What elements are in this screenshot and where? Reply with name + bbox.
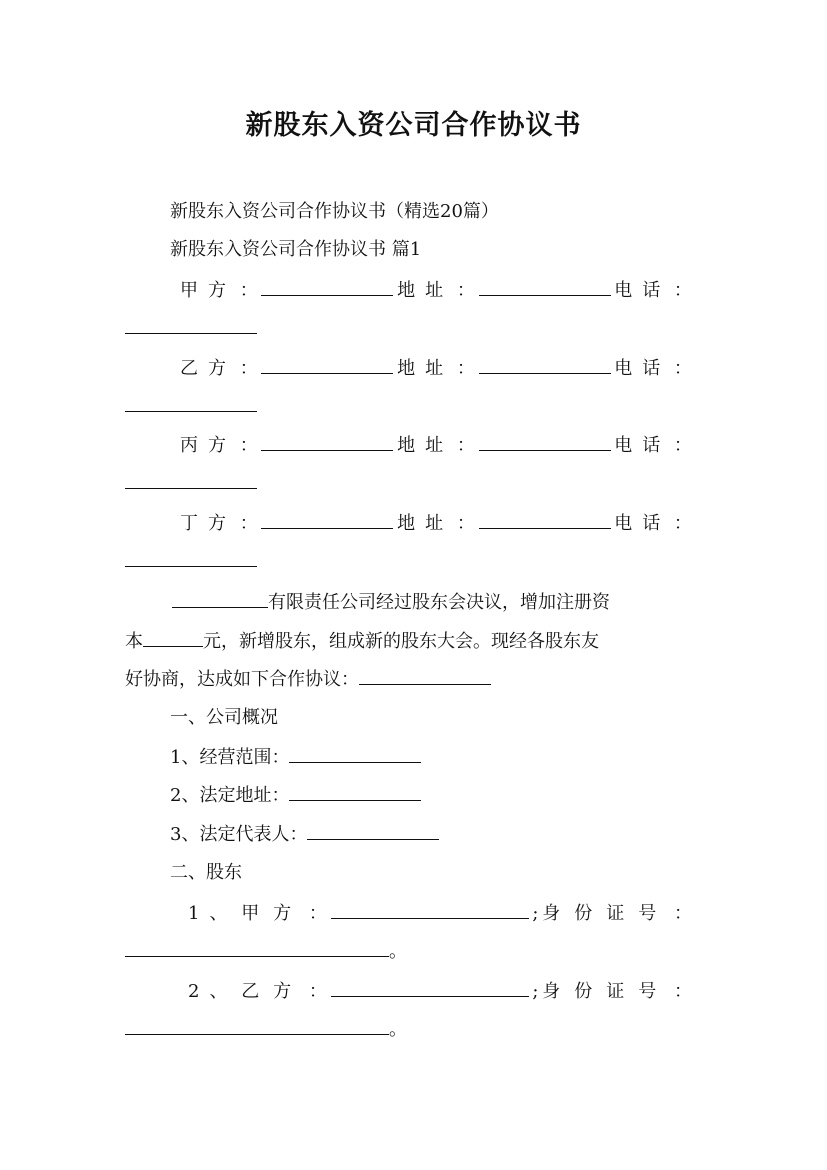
phone-blank[interactable] (125, 548, 257, 567)
colon: ： (239, 513, 258, 534)
phone-blank[interactable] (125, 393, 257, 412)
intro-line-1 (172, 589, 610, 616)
phone-blank-row (125, 470, 257, 497)
intro-line-2 (125, 628, 599, 655)
party-a-label: 甲方 (180, 280, 236, 301)
phone-blank[interactable] (125, 470, 257, 489)
document-title: 新股东入资公司合作协议书 (245, 110, 582, 141)
party-d-blank[interactable] (261, 510, 393, 529)
colon: ： (673, 981, 692, 1002)
semicolon: ; (532, 903, 539, 924)
colon: ： (239, 280, 258, 301)
sh2-party: 乙方 (241, 981, 306, 1002)
business-scope-blank[interactable] (289, 744, 421, 763)
sh1-id-blank[interactable] (125, 938, 389, 957)
party-row-c (180, 432, 692, 459)
sh1-party-blank[interactable] (331, 900, 529, 919)
party-row-a (180, 277, 692, 304)
semicolon: ; (532, 981, 539, 1002)
intro-text-2: 本 (125, 631, 143, 652)
period: 。 (389, 941, 407, 962)
shareholder-row-1 (188, 900, 692, 927)
colon: ： (456, 435, 475, 456)
address-label: 地址 (397, 358, 454, 379)
colon: ： (308, 981, 327, 1002)
section-shareholders: 二、股东 (170, 862, 242, 883)
sh1-party: 甲方 (241, 903, 306, 924)
sh2-party-blank[interactable] (331, 978, 529, 997)
address-blank[interactable] (479, 510, 611, 529)
phone-blank-row (125, 548, 257, 575)
colon: ： (673, 280, 692, 301)
item-legal-rep (170, 821, 439, 848)
sh1-num: 1、 (188, 903, 238, 924)
address-blank[interactable] (479, 277, 611, 296)
phone-blank-row (125, 393, 257, 420)
party-c-blank[interactable] (261, 432, 393, 451)
company-name-blank[interactable] (172, 589, 268, 608)
colon: ： (239, 435, 258, 456)
period: 。 (389, 1019, 407, 1040)
address-blank[interactable] (479, 432, 611, 451)
colon: ： (673, 358, 692, 379)
party-d-label: 丁方 (180, 513, 236, 534)
party-row-b (180, 355, 692, 382)
colon: ： (308, 903, 327, 924)
intro-text-1: 有限责任公司经过股东会决议，增加注册资 (268, 592, 610, 613)
subtitle: 新股东入资公司合作协议书（精选20篇） (170, 201, 499, 222)
legal-address-blank[interactable] (289, 782, 421, 801)
colon: ： (239, 358, 258, 379)
item-business-scope (170, 744, 421, 771)
sh1-id-label: 身份证号 (542, 903, 671, 924)
colon: ： (456, 280, 475, 301)
shareholder-row-2 (188, 978, 692, 1005)
agreement-blank[interactable] (359, 666, 491, 685)
colon: ： (673, 435, 692, 456)
colon: ： (673, 903, 692, 924)
party-b-blank[interactable] (261, 355, 393, 374)
sh2-num: 2、 (188, 981, 238, 1002)
phone-blank-row (125, 315, 257, 342)
colon: ： (456, 358, 475, 379)
colon: ： (456, 513, 475, 534)
item-legal-rep-label: 3、法定代表人： (170, 824, 308, 845)
colon: ： (673, 513, 692, 534)
address-label: 地址 (397, 513, 454, 534)
capital-blank[interactable] (143, 628, 203, 647)
party-b-label: 乙方 (180, 358, 236, 379)
address-blank[interactable] (479, 355, 611, 374)
chapter-heading: 新股东入资公司合作协议书 篇1 (170, 239, 422, 260)
item-business-scope-label: 1、经营范围： (170, 747, 290, 768)
phone-label: 电话 (614, 513, 671, 534)
sh2-id-row (125, 1016, 407, 1043)
phone-label: 电话 (614, 358, 671, 379)
address-label: 地址 (397, 435, 454, 456)
sh2-id-label: 身份证号 (542, 981, 671, 1002)
party-row-d (180, 510, 692, 537)
item-legal-address-label: 2、法定地址： (170, 785, 290, 806)
sh2-id-blank[interactable] (125, 1016, 389, 1035)
legal-rep-blank[interactable] (307, 821, 439, 840)
phone-label: 电话 (614, 435, 671, 456)
section-company-overview: 一、公司概况 (170, 707, 278, 728)
phone-blank[interactable] (125, 315, 257, 334)
party-a-blank[interactable] (261, 277, 393, 296)
address-label: 地址 (397, 280, 454, 301)
party-c-label: 丙方 (180, 435, 236, 456)
sh1-id-row (125, 938, 407, 965)
phone-label: 电话 (614, 280, 671, 301)
intro-text-3: 元，新增股东，组成新的股东大会。现经各股东友 (203, 631, 599, 652)
intro-text-4: 好协商，达成如下合作协议： (125, 669, 359, 690)
intro-line-3 (125, 666, 491, 693)
item-legal-address (170, 782, 421, 809)
